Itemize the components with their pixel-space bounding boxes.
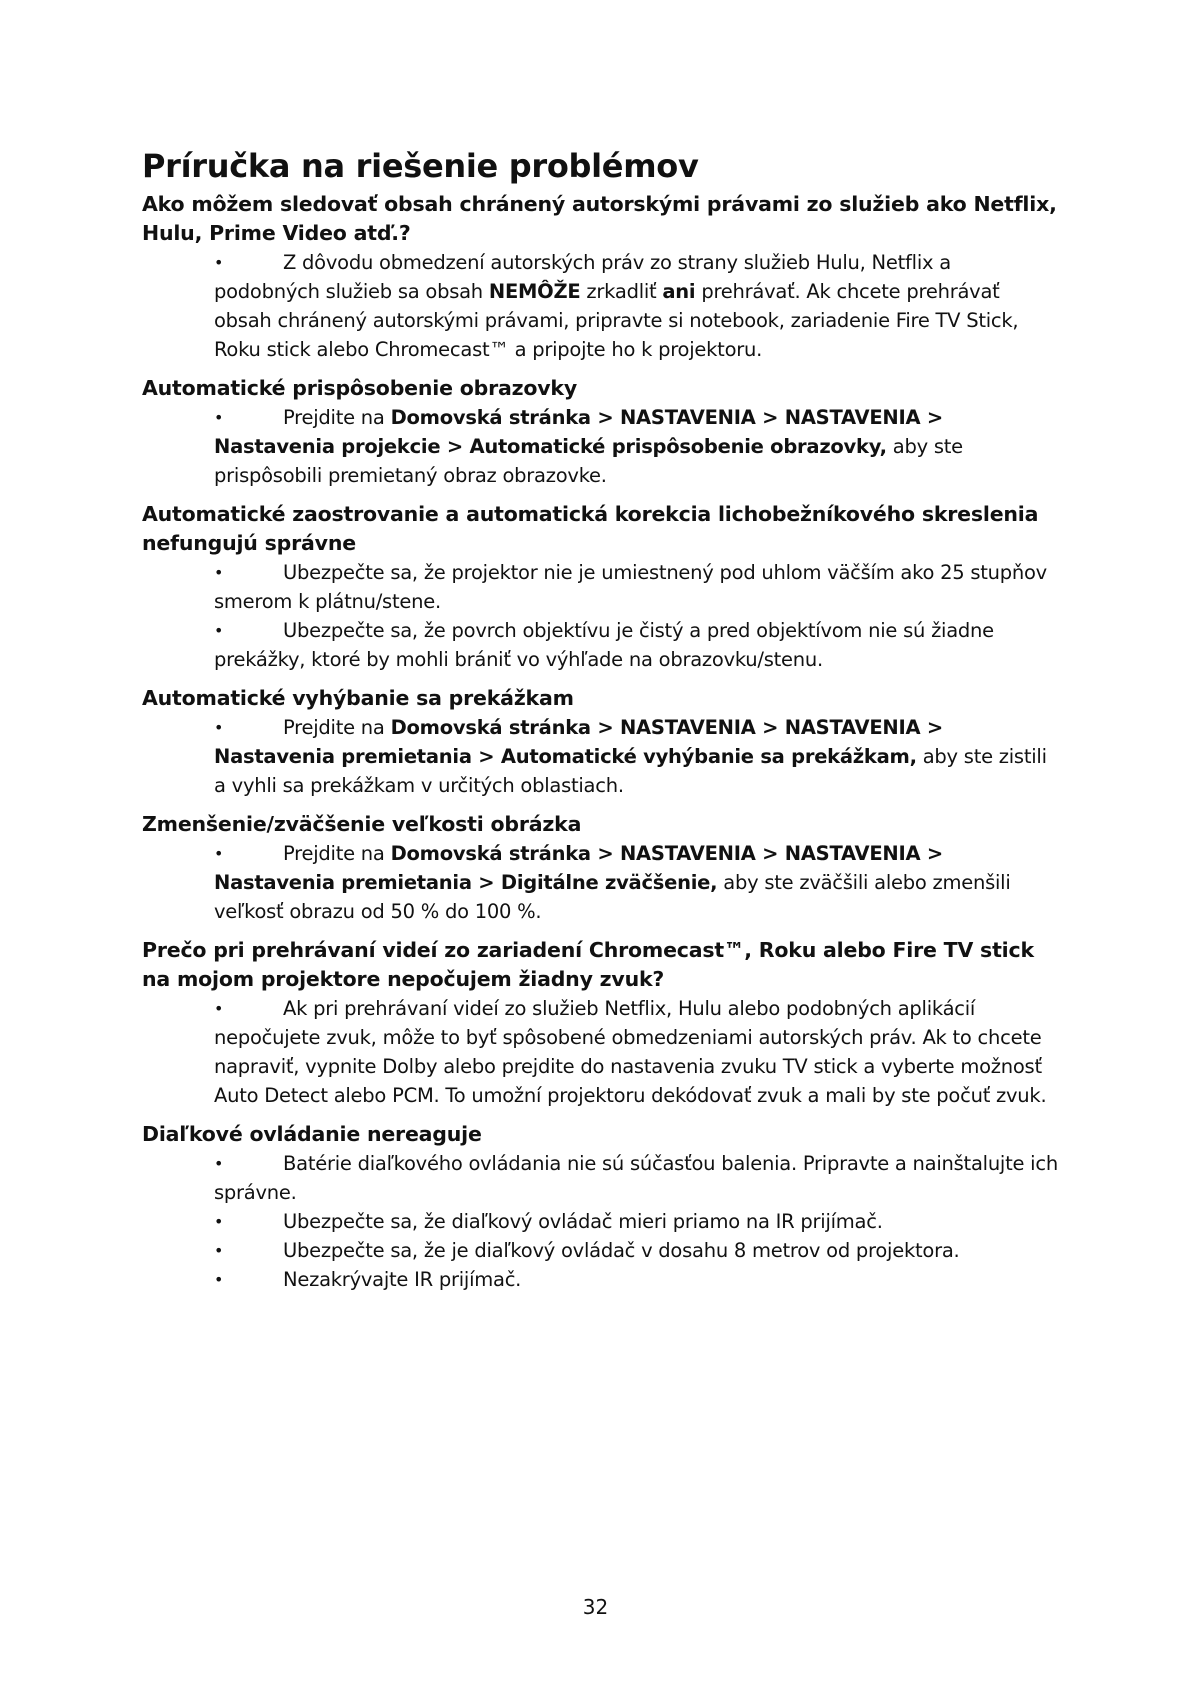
bullet-dot-icon: • — [214, 1270, 224, 1289]
bullet-dot-icon: • — [214, 999, 224, 1018]
text-run: Prejdite na — [283, 842, 391, 865]
text-run: prehrávať. Ak chcete prehrávať obsah chránený autorskými právami, pripravte si notebook, zariadenie Fire TV Stick, Roku stick alebo Chromecast™ a pripojte ho k projektoru. — [214, 280, 1019, 361]
text-run: Ubezpečte sa, že povrch objektívu je čistý a pred objektívom nie sú žiadne prekážky, ktoré by mohli brániť vo výhľade na obrazovku/stenu. — [214, 619, 994, 671]
bullet-dot-icon: • — [214, 1154, 224, 1173]
section — [142, 1120, 1062, 1294]
list-item — [214, 713, 1062, 800]
section-heading: Diaľkové ovládanie nereaguje — [142, 1122, 482, 1146]
section — [142, 374, 1062, 490]
text-run: Ubezpečte sa, že diaľkový ovládač mieri priamo na IR prijímač. — [283, 1210, 883, 1233]
bullet-list — [142, 403, 1062, 490]
bullet-dot-icon: • — [214, 1241, 224, 1260]
bullet-dot-icon: • — [214, 718, 224, 737]
bullet-list — [142, 1149, 1062, 1294]
list-item — [214, 839, 1062, 926]
section — [142, 190, 1062, 364]
bullet-dot-icon: • — [214, 563, 224, 582]
text-run: Nezakrývajte IR prijímač. — [283, 1268, 522, 1291]
section-heading: Prečo pri prehrávaní videí zo zariadení Chromecast™, Roku alebo Fire TV stick na mojom projektore nepočujem žiadny zvuk? — [142, 938, 1034, 991]
text-run: Prejdite na — [283, 406, 391, 429]
list-item — [214, 994, 1062, 1110]
bullet-dot-icon: • — [214, 253, 224, 272]
text-run: aby ste zistili a vyhli sa prekážkam v určitých oblastiach. — [214, 745, 1047, 797]
text-run: Batérie diaľkového ovládania nie sú súčasťou balenia. Pripravte a nainštalujte ich správne. — [214, 1152, 1058, 1204]
section-heading: Automatické zaostrovanie a automatická korekcia lichobežníkového skreslenia nefungujú správne — [142, 502, 1039, 555]
page-title: Príručka na riešenie problémov — [142, 147, 699, 185]
bullet-list — [142, 713, 1062, 800]
text-run: Ak pri prehrávaní videí zo služieb Netflix, Hulu alebo podobných aplikácií nepočujete zvuk, môže to byť spôsobené obmedzeniami autorských práv. Ak to chcete napraviť, vypnite Dolby alebo prejdite do nastavenia zvuku TV stick a vyberte možnosť Auto Detect alebo PCM. To umožní projektoru dekódovať zvuk a mali by ste počuť zvuk. — [214, 997, 1047, 1107]
bullet-list — [142, 248, 1062, 364]
list-item — [214, 1236, 1062, 1265]
list-item — [214, 248, 1062, 364]
list-item — [214, 1207, 1062, 1236]
text-run: Prejdite na — [283, 716, 391, 739]
text-run: aby ste zväčšili alebo zmenšili veľkosť obrazu od 50 % do 100 %. — [214, 871, 1011, 923]
bullet-dot-icon: • — [214, 844, 224, 863]
list-item — [214, 616, 1062, 674]
bold-text: NEMÔŽE — [488, 280, 581, 303]
section — [142, 936, 1062, 1110]
bullet-list — [142, 558, 1062, 674]
bullet-list — [142, 839, 1062, 926]
text-run: aby ste prispôsobili premietaný obraz obrazovke. — [214, 435, 963, 487]
bullet-dot-icon: • — [214, 1212, 224, 1231]
section-heading: Automatické vyhýbanie sa prekážkam — [142, 686, 574, 710]
bullet-list — [142, 994, 1062, 1110]
list-item — [214, 558, 1062, 616]
text-run: Ubezpečte sa, že je diaľkový ovládač v dosahu 8 metrov od projektora. — [283, 1239, 960, 1262]
section-heading: Automatické prispôsobenie obrazovky — [142, 376, 578, 400]
bold-text: Domovská stránka > NASTAVENIA > NASTAVENIA > Nastavenia premietania > Automatické vyhýbanie sa prekážkam, — [214, 716, 943, 768]
page-number: 32 — [582, 1595, 609, 1619]
text-run: Z dôvodu obmedzení autorských práv zo strany služieb Hulu, Netflix a podobných služieb sa obsah — [214, 251, 951, 303]
text-run: Ubezpečte sa, že projektor nie je umiestnený pod uhlom väčším ako 25 stupňov smerom k plátnu/stene. — [214, 561, 1047, 613]
bullet-dot-icon: • — [214, 621, 224, 640]
bold-text: Domovská stránka > NASTAVENIA > NASTAVENIA > Nastavenia premietania > Digitálne zväčšenie, — [214, 842, 943, 894]
section-heading: Ako môžem sledovať obsah chránený autorskými právami zo služieb ako Netflix, Hulu, Prime Video atď.? — [142, 192, 1057, 245]
section — [142, 684, 1062, 800]
bold-text: Domovská stránka > NASTAVENIA > NASTAVENIA > Nastavenia projekcie > Automatické prispôsobenie obrazovky, — [214, 406, 943, 458]
list-item — [214, 403, 1062, 490]
section — [142, 500, 1062, 674]
document-page — [142, 140, 1062, 1294]
list-item — [214, 1265, 1062, 1294]
sections-container — [142, 190, 1062, 1294]
text-run: zrkadliť — [580, 280, 663, 303]
section — [142, 810, 1062, 926]
list-item — [214, 1149, 1062, 1207]
bold-text: ani — [662, 280, 696, 303]
bullet-dot-icon: • — [214, 408, 224, 427]
section-heading: Zmenšenie/zväčšenie veľkosti obrázka — [142, 812, 582, 836]
